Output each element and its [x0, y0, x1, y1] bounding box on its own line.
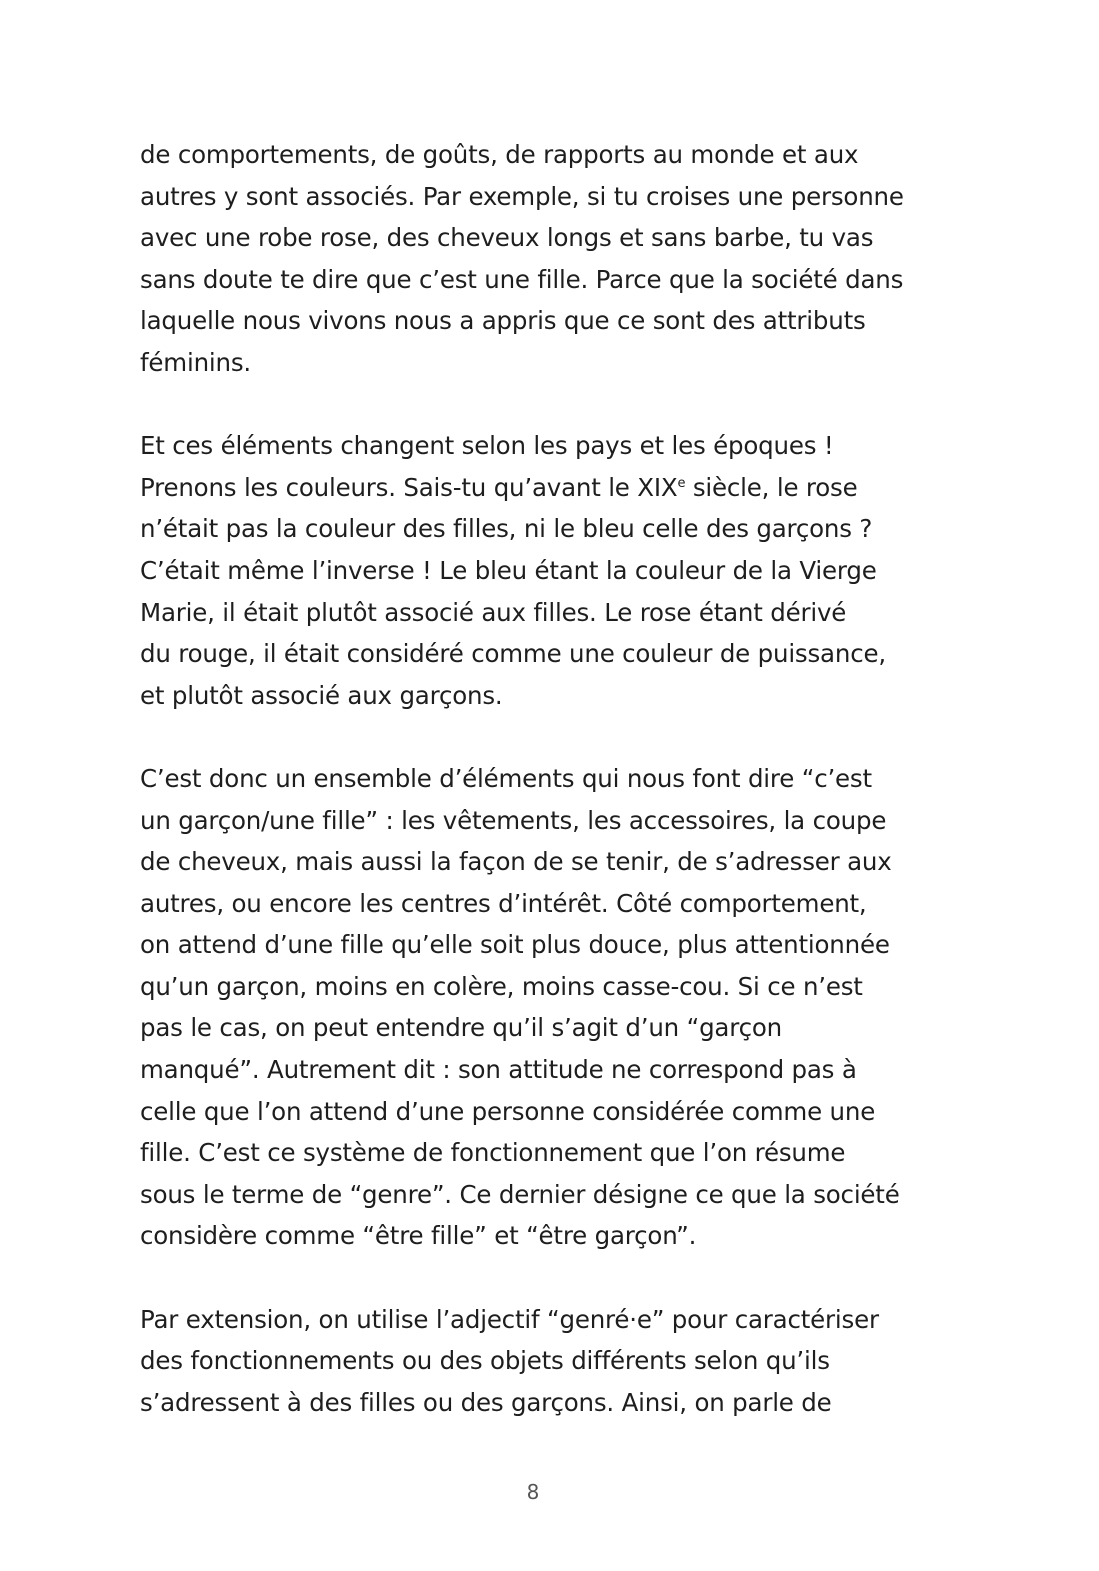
text-line: fille. C’est ce système de fonctionnement que l’on résume [140, 1138, 846, 1168]
body-text [140, 134, 960, 1423]
page-number: 8 [526, 1480, 540, 1504]
text-line: Marie, il était plutôt associé aux filles. Le rose étant dérivé [140, 597, 847, 627]
text-line: n’était pas la couleur des filles, ni le bleu celle des garçons ? [140, 514, 873, 544]
paragraph-4 [140, 1299, 960, 1424]
text-line: avec une robe rose, des cheveux longs et sans barbe, tu vas [140, 223, 874, 253]
text-line: sans doute te dire que c’est une fille. Parce que la société dans [140, 264, 904, 294]
text-line: celle que l’on attend d’une personne considérée comme une [140, 1096, 876, 1126]
text-line [140, 467, 960, 509]
paragraph-3 [140, 758, 960, 1257]
text-line: de comportements, de goûts, de rapports au monde et aux [140, 140, 859, 169]
text-line: et plutôt associé aux garçons. [140, 680, 503, 710]
text-line: s’adressent à des filles ou des garçons. Ainsi, on parle de [140, 1387, 832, 1417]
paragraph-1 [140, 134, 960, 384]
text-line: manqué”. Autrement dit : son attitude ne correspond pas à [140, 1055, 857, 1085]
paragraph-spacer [140, 384, 960, 426]
paragraph-spacer [140, 716, 960, 758]
text-line: C’est donc un ensemble d’éléments qui nous font dire “c’est [140, 763, 872, 793]
text-line: laquelle nous vivons nous a appris que ce sont des attributs [140, 306, 866, 336]
text-line: pas le cas, on peut entendre qu’il s’agit d’un “garçon [140, 1013, 782, 1043]
text-segment: Prenons les couleurs. Sais-tu qu’avant le XIX [140, 472, 678, 502]
text-line: féminins. [140, 347, 251, 377]
text-line: du rouge, il était considéré comme une couleur de puissance, [140, 639, 886, 669]
superscript: e [677, 475, 686, 491]
text-line: sous le terme de “genre”. Ce dernier désigne ce que la société [140, 1179, 900, 1209]
paragraph-2 [140, 425, 960, 716]
text-line: autres, ou encore les centres d’intérêt. Côté comportement, [140, 888, 867, 918]
text-line: des fonctionnements ou des objets différents selon qu’ils [140, 1346, 830, 1376]
text-segment: siècle, le rose [685, 472, 858, 502]
text-line: qu’un garçon, moins en colère, moins casse-cou. Si ce n’est [140, 971, 863, 1001]
text-line: Par extension, on utilise l’adjectif “genré·e” pour caractériser [140, 1304, 879, 1334]
text-line: C’était même l’inverse ! Le bleu étant la couleur de la Vierge [140, 555, 877, 585]
text-line: considère comme “être fille” et “être garçon”. [140, 1221, 697, 1251]
text-line: Et ces éléments changent selon les pays et les époques ! [140, 431, 834, 461]
paragraph-spacer [140, 1257, 960, 1299]
text-line: un garçon/une fille” : les vêtements, les accessoires, la coupe [140, 805, 887, 835]
text-line: autres y sont associés. Par exemple, si tu croises une personne [140, 181, 904, 211]
text-line: de cheveux, mais aussi la façon de se tenir, de s’adresser aux [140, 847, 892, 877]
text-line: on attend d’une fille qu’elle soit plus douce, plus attentionnée [140, 930, 890, 960]
